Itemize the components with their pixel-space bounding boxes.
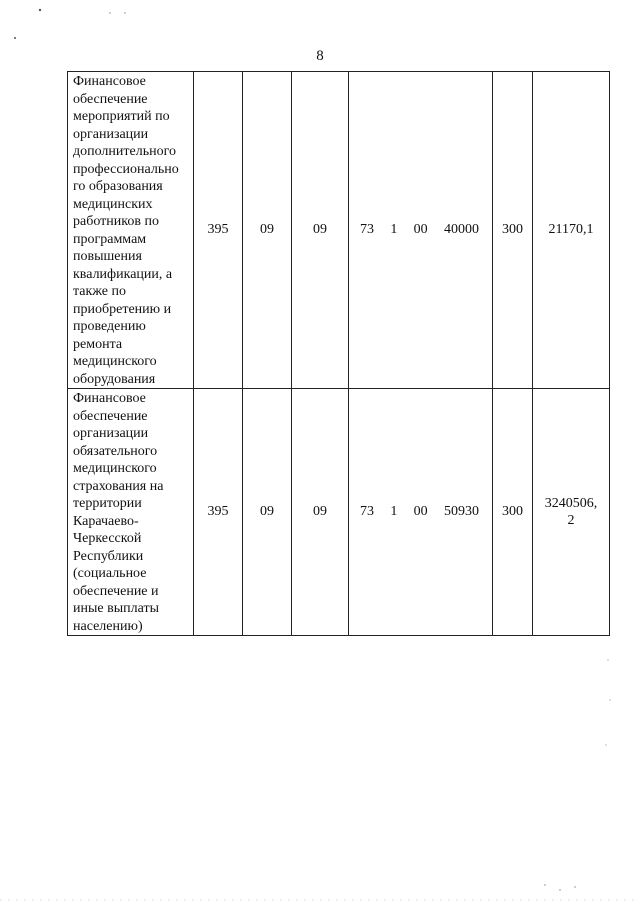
csr-subprogram: 1 [390,504,398,520]
budget-table [67,71,610,636]
row-name-cell [68,72,194,389]
row-name-line: Черкесской [73,531,142,546]
subsection-code-cell: 09 [292,72,349,389]
csr-main-event: 00 [413,504,428,520]
csr-direction: 50930 [443,504,479,520]
row-name-line: обеспечение [73,91,148,107]
amount-cell: 3240506, 2 [533,389,610,636]
csr-direction: 40000 [443,222,479,238]
expense-type-cell: 300 [493,72,533,389]
row-name-line: иные выплаты [73,601,159,616]
row-name-line: организации [73,426,149,441]
row-name-line: обеспечение [73,408,148,424]
row-name-line: медицинского [73,461,157,476]
row-name-line: Карачаево- [73,513,139,529]
row-name-line: Финансовое [73,391,146,406]
page-number: 8 [316,48,324,64]
row-name-line: страхования на [73,478,164,494]
row-name-line: программам [73,231,147,247]
row-name-line: Республики [73,548,144,564]
row-name-line: (социальное [73,566,147,581]
subsection-code-cell: 09 [292,389,349,636]
row-name-cell [68,389,194,636]
row-name-line: также по [73,284,126,299]
row-name-line: медицинских [73,196,153,212]
row-name-line: ремонта [73,336,123,352]
row-name-line: обязательного [73,443,158,459]
row-name-line: работников по [73,214,159,229]
ministry-code-cell: 395 [194,389,243,636]
row-name-line: повышения [73,249,142,264]
target-article-cell [349,389,493,636]
section-code-cell: 09 [243,72,292,389]
row-name-line: профессионально [73,161,179,177]
row-name-line: приобретению и [73,301,172,317]
row-name-line: дополнительного [73,144,176,159]
row-name-line: оборудования [73,371,156,387]
csr-program: 73 [360,504,374,520]
row-name-line: населению) [73,618,143,634]
table-row [68,72,610,389]
row-name-line: территории [73,496,142,511]
row-name-line: медицинского [73,354,157,369]
csr-subprogram: 1 [390,222,398,238]
row-name-line: Финансовое [73,74,146,89]
target-article-cell [349,72,493,389]
row-name-line: квалификации, а [73,266,173,282]
csr-program: 73 [360,222,374,238]
row-name-line: обеспечение и [73,583,159,599]
amount-cell: 21170,1 [533,72,610,389]
row-name-line: проведению [73,319,146,334]
row-name-line: го образования [73,179,163,194]
expense-type-cell: 300 [493,389,533,636]
row-name-line: организации [73,126,149,142]
csr-main-event: 00 [413,222,428,238]
ministry-code-cell: 395 [194,72,243,389]
row-name-line: мероприятий по [73,109,170,124]
section-code-cell: 09 [243,389,292,636]
table-row [68,389,610,636]
